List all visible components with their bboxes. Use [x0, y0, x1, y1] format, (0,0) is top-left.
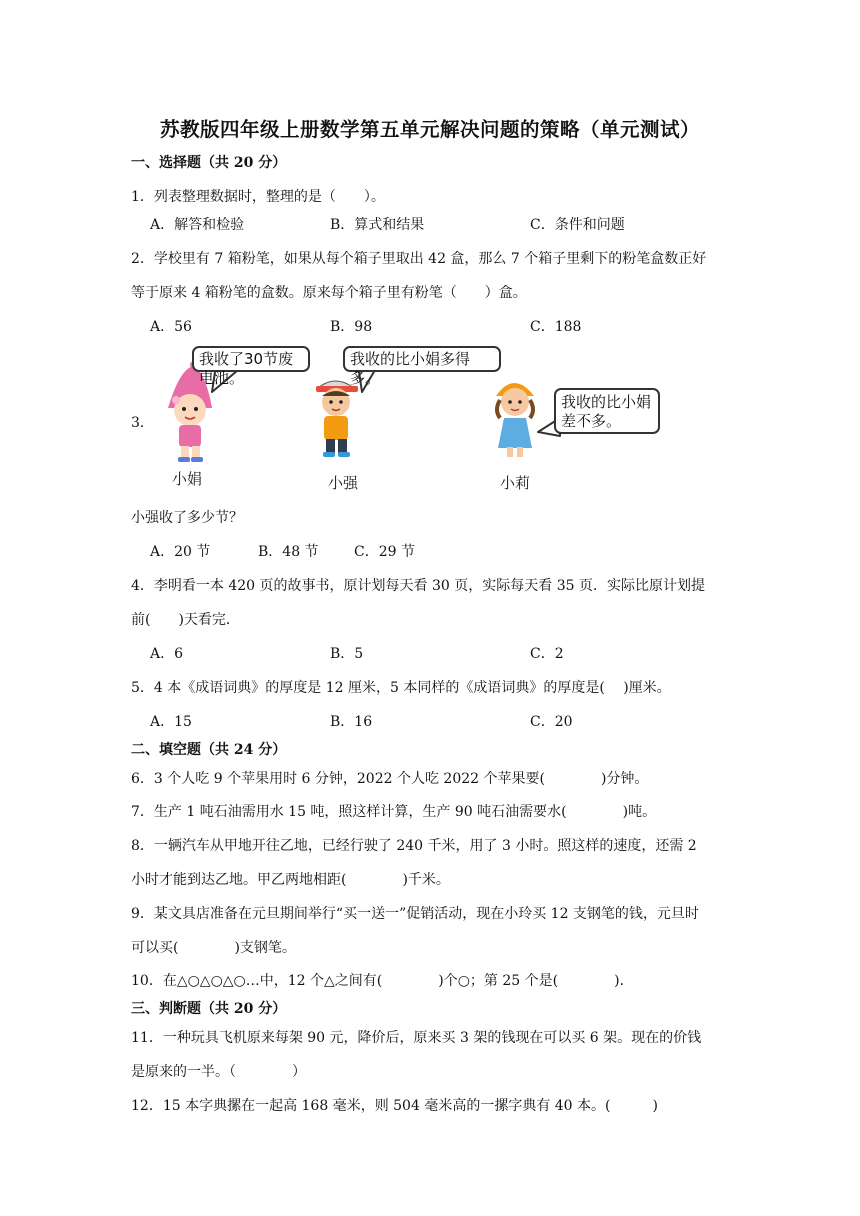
question-11-line1: 11．一种玩具飞机原来每架 90 元，降价后，原来买 3 架的钱现在可以买 6 架。现在的价钱	[131, 1030, 702, 1046]
xiaoli-figure	[496, 383, 534, 457]
question-5-stem: 5．4 本《成语词典》的厚度是 12 厘米，5 本同样的《成语词典》的厚度是( )厘米。	[131, 680, 671, 696]
q4-option-b: B．5	[330, 646, 364, 662]
question-10: 10．在△○△○△○…中，12 个△之间有( )个○；第 25 个是( )．	[131, 973, 634, 989]
question-1-stem: 1．列表整理数据时，整理的是（ ）。	[131, 189, 385, 205]
q4-option-c: C．2	[530, 646, 564, 662]
q1-option-b: B．算式和结果	[330, 217, 425, 233]
name-label-xiaojuan: 小娟	[172, 470, 203, 488]
xiaoli-speech-line2: 差不多。	[561, 412, 622, 430]
q5-option-b: B．16	[330, 714, 373, 730]
q5-option-c: C．20	[530, 714, 573, 730]
xiaoli-speech-bubble	[554, 388, 660, 434]
question-8-line2: 小时才能到达乙地。甲乙两地相距( )千米。	[131, 872, 450, 888]
section-heading-fill: 二、填空题（共 24 分）	[131, 742, 287, 758]
xiaoqiang-figure	[316, 381, 358, 457]
question-11-line2: 是原来的一半。（ ）	[131, 1064, 306, 1080]
question-9-line1: 9．某文具店准备在元旦期间举行“买一送一”促销活动，现在小玲买 12 支钢笔的钱，元旦时	[131, 906, 699, 922]
section-heading-judge: 三、判断题（共 20 分）	[131, 1001, 287, 1017]
question-3-number: 3．	[131, 415, 154, 431]
q3-option-b: B．48 节	[258, 544, 319, 560]
question-3-question: 小强收了多少节？	[131, 510, 243, 526]
name-label-xiaoqiang: 小强	[328, 474, 359, 492]
q5-option-a: A．15	[150, 714, 192, 730]
page-title: 苏教版四年级上册数学第五单元解决问题的策略（单元测试）	[159, 118, 700, 141]
section-heading-choice: 一、选择题（共 20 分）	[131, 155, 287, 171]
q2-option-b: B．98	[330, 319, 373, 335]
xiaoqiang-speech-bubble: 我收的比小娟多得多。	[343, 346, 501, 372]
question-7: 7．生产 1 吨石油需用水 15 吨，照这样计算，生产 90 吨石油需要水( )吨。	[131, 804, 657, 820]
name-label-xiaoli: 小莉	[500, 474, 531, 492]
q3-option-c: C．29 节	[354, 544, 415, 560]
xiaoli-speech-line1: 我收的比小娟	[561, 393, 652, 411]
q2-option-a: A．56	[150, 319, 192, 335]
q2-option-c: C．188	[530, 319, 582, 335]
question-4-stem-line2: 前( )天看完．	[131, 612, 240, 628]
question-4-stem-line1: 4．李明看一本 420 页的故事书，原计划每天看 30 页，实际每天看 35 页．实际比原计划提	[131, 578, 705, 594]
q3-illustration	[150, 340, 670, 495]
question-8-line1: 8．一辆汽车从甲地开往乙地，已经行驶了 240 千米，用了 3 小时。照这样的速度，还需 2	[131, 838, 697, 854]
question-2-stem-line1: 2．学校里有 7 箱粉笔，如果从每个箱子里取出 42 盒，那么 7 个箱子里剩下的粉笔盒数正好	[131, 251, 707, 267]
question-6: 6．3 个人吃 9 个苹果用时 6 分钟，2022 个人吃 2022 个苹果要( )分钟。	[131, 771, 649, 787]
q1-option-a: A．解答和检验	[150, 217, 245, 233]
xiaojuan-speech-bubble: 我收了30节废电池。	[192, 346, 310, 372]
q3-option-a: A．20 节	[150, 544, 211, 560]
question-9-line2: 可以买( )支钢笔。	[131, 940, 296, 956]
q1-option-c: C．条件和问题	[530, 217, 625, 233]
question-12: 12．15 本字典摞在一起高 168 毫米，则 504 毫米高的一摞字典有 40 本。( )	[131, 1098, 658, 1114]
question-2-stem-line2: 等于原来 4 箱粉笔的盒数。原来每个箱子里有粉笔（ ）盒。	[131, 285, 527, 301]
q4-option-a: A．6	[150, 646, 184, 662]
